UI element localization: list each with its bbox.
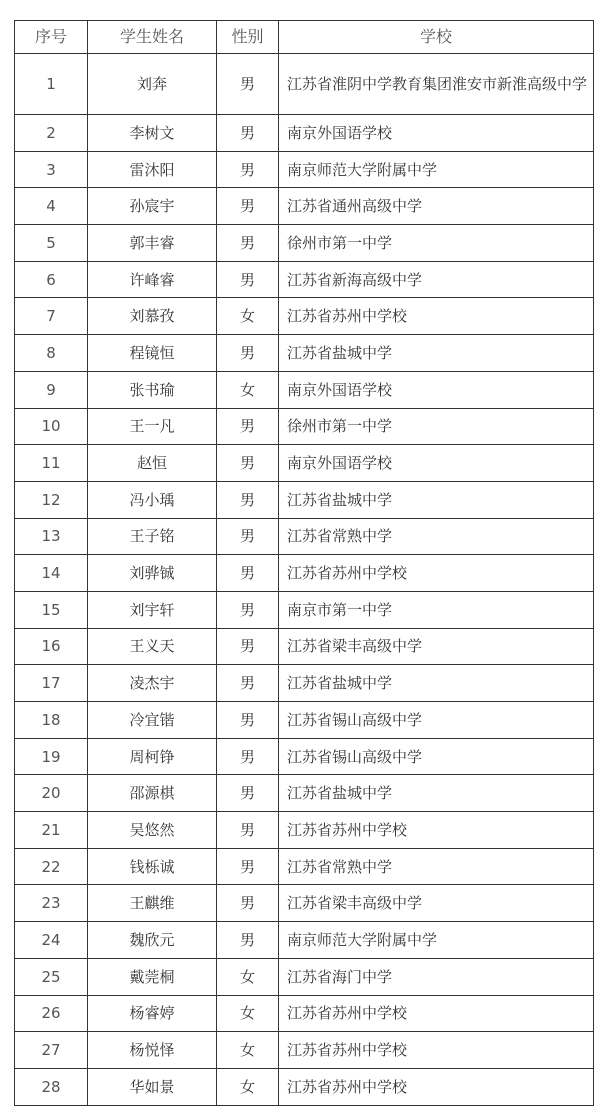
cell-index: 4 [15, 188, 88, 225]
cell-gender: 男 [217, 665, 279, 702]
cell-student-name: 赵恒 [88, 445, 217, 482]
cell-school: 江苏省梁丰高级中学 [279, 628, 594, 665]
cell-school: 南京外国语学校 [279, 115, 594, 152]
cell-school: 江苏省盐城中学 [279, 775, 594, 812]
cell-gender: 女 [217, 1068, 279, 1105]
cell-index: 11 [15, 445, 88, 482]
cell-student-name: 杨悦怿 [88, 1032, 217, 1069]
cell-index: 16 [15, 628, 88, 665]
cell-gender: 女 [217, 371, 279, 408]
table-row [15, 481, 594, 518]
table-row [15, 335, 594, 372]
table-row [15, 298, 594, 335]
cell-index: 24 [15, 922, 88, 959]
cell-school: 南京外国语学校 [279, 371, 594, 408]
cell-student-name: 华如景 [88, 1068, 217, 1105]
cell-school: 南京师范大学附属中学 [279, 922, 594, 959]
cell-gender: 女 [217, 1032, 279, 1069]
table-row [15, 848, 594, 885]
cell-student-name: 许峰睿 [88, 261, 217, 298]
cell-school: 江苏省锡山高级中学 [279, 738, 594, 775]
roster-container [14, 20, 594, 1106]
cell-gender: 男 [217, 54, 279, 115]
cell-index: 27 [15, 1032, 88, 1069]
cell-index: 18 [15, 702, 88, 739]
cell-student-name: 戴莞桐 [88, 958, 217, 995]
cell-index: 15 [15, 591, 88, 628]
table-row [15, 518, 594, 555]
cell-gender: 男 [217, 261, 279, 298]
table-row [15, 665, 594, 702]
cell-index: 25 [15, 958, 88, 995]
cell-gender: 男 [217, 885, 279, 922]
table-row [15, 54, 594, 115]
table-row [15, 702, 594, 739]
table-row [15, 151, 594, 188]
table-row [15, 591, 594, 628]
table-row [15, 995, 594, 1032]
cell-school: 江苏省新海高级中学 [279, 261, 594, 298]
cell-index: 9 [15, 371, 88, 408]
cell-student-name: 李树文 [88, 115, 217, 152]
cell-student-name: 孙宸宇 [88, 188, 217, 225]
cell-student-name: 刘骅铖 [88, 555, 217, 592]
cell-gender: 男 [217, 628, 279, 665]
cell-student-name: 杨睿婷 [88, 995, 217, 1032]
table-row [15, 225, 594, 262]
cell-student-name: 凌杰宇 [88, 665, 217, 702]
table-row [15, 188, 594, 225]
cell-index: 6 [15, 261, 88, 298]
cell-index: 13 [15, 518, 88, 555]
cell-index: 28 [15, 1068, 88, 1105]
cell-student-name: 刘宇轩 [88, 591, 217, 628]
cell-index: 14 [15, 555, 88, 592]
cell-student-name: 周柯铮 [88, 738, 217, 775]
cell-school: 南京外国语学校 [279, 445, 594, 482]
cell-gender: 男 [217, 115, 279, 152]
header-name: 学生姓名 [88, 21, 217, 54]
cell-student-name: 刘慕孜 [88, 298, 217, 335]
cell-gender: 男 [217, 335, 279, 372]
cell-student-name: 冷宜锴 [88, 702, 217, 739]
cell-index: 7 [15, 298, 88, 335]
cell-gender: 男 [217, 481, 279, 518]
cell-gender: 男 [217, 848, 279, 885]
cell-gender: 女 [217, 298, 279, 335]
table-row [15, 261, 594, 298]
cell-gender: 女 [217, 958, 279, 995]
cell-index: 10 [15, 408, 88, 445]
cell-student-name: 王麒维 [88, 885, 217, 922]
cell-index: 17 [15, 665, 88, 702]
table-row [15, 628, 594, 665]
table-row [15, 1032, 594, 1069]
cell-gender: 男 [217, 591, 279, 628]
cell-student-name: 张书瑜 [88, 371, 217, 408]
cell-school: 江苏省苏州中学校 [279, 995, 594, 1032]
cell-student-name: 吴悠然 [88, 812, 217, 849]
cell-student-name: 邵源棋 [88, 775, 217, 812]
cell-student-name: 王义天 [88, 628, 217, 665]
cell-school: 江苏省常熟中学 [279, 518, 594, 555]
cell-school: 江苏省通州高级中学 [279, 188, 594, 225]
cell-index: 22 [15, 848, 88, 885]
cell-school: 江苏省苏州中学校 [279, 812, 594, 849]
cell-gender: 男 [217, 225, 279, 262]
student-roster-table [14, 20, 594, 1106]
cell-index: 1 [15, 54, 88, 115]
cell-index: 2 [15, 115, 88, 152]
cell-school: 江苏省盐城中学 [279, 665, 594, 702]
cell-student-name: 王子铭 [88, 518, 217, 555]
cell-student-name: 刘奔 [88, 54, 217, 115]
cell-school: 徐州市第一中学 [279, 225, 594, 262]
cell-gender: 男 [217, 188, 279, 225]
table-row [15, 885, 594, 922]
table-row [15, 408, 594, 445]
cell-gender: 男 [217, 812, 279, 849]
table-row [15, 738, 594, 775]
table-body [15, 54, 594, 1106]
cell-index: 19 [15, 738, 88, 775]
header-gender: 性别 [217, 21, 279, 54]
cell-gender: 男 [217, 151, 279, 188]
cell-school: 徐州市第一中学 [279, 408, 594, 445]
table-row [15, 115, 594, 152]
table-row [15, 371, 594, 408]
cell-school: 江苏省苏州中学校 [279, 298, 594, 335]
cell-school: 江苏省苏州中学校 [279, 555, 594, 592]
cell-school: 南京师范大学附属中学 [279, 151, 594, 188]
cell-student-name: 程镜恒 [88, 335, 217, 372]
cell-school: 江苏省盐城中学 [279, 481, 594, 518]
cell-student-name: 冯小瑀 [88, 481, 217, 518]
table-row [15, 775, 594, 812]
cell-school: 南京市第一中学 [279, 591, 594, 628]
cell-index: 23 [15, 885, 88, 922]
table-row [15, 555, 594, 592]
cell-student-name: 雷沐阳 [88, 151, 217, 188]
cell-index: 26 [15, 995, 88, 1032]
cell-gender: 男 [217, 702, 279, 739]
cell-index: 21 [15, 812, 88, 849]
header-index: 序号 [15, 21, 88, 54]
cell-index: 8 [15, 335, 88, 372]
cell-gender: 男 [217, 922, 279, 959]
cell-gender: 男 [217, 555, 279, 592]
cell-gender: 男 [217, 445, 279, 482]
cell-index: 20 [15, 775, 88, 812]
cell-student-name: 魏欣元 [88, 922, 217, 959]
header-school: 学校 [279, 21, 594, 54]
cell-student-name: 王一凡 [88, 408, 217, 445]
cell-school: 江苏省盐城中学 [279, 335, 594, 372]
cell-school: 江苏省常熟中学 [279, 848, 594, 885]
cell-gender: 男 [217, 408, 279, 445]
table-row [15, 1068, 594, 1105]
table-row [15, 812, 594, 849]
cell-school: 江苏省海门中学 [279, 958, 594, 995]
cell-index: 12 [15, 481, 88, 518]
table-header [15, 21, 594, 54]
cell-school: 江苏省苏州中学校 [279, 1032, 594, 1069]
cell-student-name: 钱栎诚 [88, 848, 217, 885]
cell-index: 3 [15, 151, 88, 188]
table-row [15, 958, 594, 995]
cell-index: 5 [15, 225, 88, 262]
cell-gender: 男 [217, 518, 279, 555]
cell-school: 江苏省苏州中学校 [279, 1068, 594, 1105]
cell-school: 江苏省淮阴中学教育集团淮安市新淮高级中学 [279, 54, 594, 115]
cell-school: 江苏省锡山高级中学 [279, 702, 594, 739]
table-row [15, 445, 594, 482]
cell-school: 江苏省梁丰高级中学 [279, 885, 594, 922]
table-row [15, 922, 594, 959]
cell-student-name: 郭丰睿 [88, 225, 217, 262]
header-row [15, 21, 594, 54]
cell-gender: 男 [217, 738, 279, 775]
cell-gender: 男 [217, 775, 279, 812]
cell-gender: 女 [217, 995, 279, 1032]
